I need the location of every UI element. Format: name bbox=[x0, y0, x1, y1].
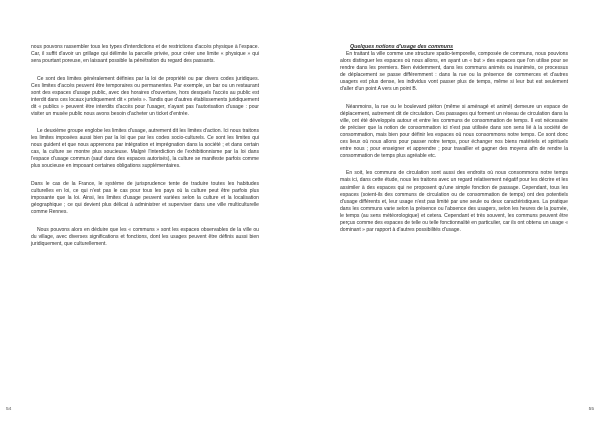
right-paragraph-1: En traitant la ville comme une structure spatio-temporelle, composée de communs, nous pouvions alors distinguer les espaces où nous allons, en ayant un « but » des espaces que l'on utilise pour se rendre dans les premiers. Bien évidemment, dans les communs animés ou inanimés, ce processus de déplacement se passe différemment : dans la rue ou la présence de commerces et d'autres usagers est plus dense, les individus vont passer plus de temps, même si leur but est seulement d'aller d'un point A vers un point B. bbox=[340, 51, 568, 93]
page-number-left: 54 bbox=[6, 407, 12, 412]
right-paragraph-2: Néanmoins, la rue ou le boulevard piéton (même si aménagé et animé) demeure un espace de déplacement, autrement dit de circulation. Ces passages qui forment un réseau de circulation dans la ville, ont été développés autour et entre les communs de consommation de temps. Il est nécessaire de préciser que la notion de consommation ici n'est pas utilisée dans son sens lié à la société de consommation, mais bien pour définir les espaces où nous consommons notre temps. Ce sont donc ces lieux où nous allons pour passer notre temps, pour échanger nos biens matériels et spirituels entre nous ; pour enseigner et apprendre ; pour travailler et gagner des moyens afin de rendre la consommation de temps plus agréable etc. bbox=[340, 103, 568, 159]
left-paragraph-4: Dans le cas de la France, le système de jurisprudence tente de traduire toutes les habitudes culturelles en loi, ce qui n'est pas le cas pour tous les pays où la culture peut être parfois plus imposante que la loi. Ainsi, les limites d'usage peuvent variées selon la culture et la localisation géographique ; ce qui devient plus délicat à administrer et superviser dans une ville multiculturelle comme Rennes. bbox=[31, 180, 259, 216]
page-number-right: 55 bbox=[588, 407, 594, 412]
left-text-column bbox=[31, 44, 259, 258]
left-paragraph-2: Ce sont des limites généralement définies par la loi de propriété ou par divers codes juridiques. Ces limites d'accès peuvent être temporaires ou permanentes. Par exemple, un bar ou un restaurant sont des espaces d'usage public, avec des horaires d'ouverture, hors desquels l'accès au public est interdit dans ces locaux juridiquement dit « privés ». Tandis que d'autres établissements juridiquement dit « publics » peuvent être interdits d'accès pour l'usager, n'ayant pas l'autorisation d'usage : pour visiter un musée public nous avons besoin d'acheter un ticket d'entrée. bbox=[31, 75, 259, 117]
left-paragraph-3: Le deuxième groupe englobe les limites d'usage, autrement dit les limites d'action. Ici nous traitons les limites imposées aussi bien par la loi que par les codes socio-culturels. Ce sont les limites qui nous guident et que nous apprenons par intégration et imprégnation dans la société ; et dans certain cas, la culture se montre plus soucieuse. Malgré l'interdiction de l'exhibitionnisme par la loi dans l'espace d'usage commun (sauf dans des espaces autorisés), la culture se manifeste parfois comme plus soucieuse en imposant certaines obligations supplémentaires. bbox=[31, 128, 259, 170]
right-paragraph-3: En soit, les communs de circulation sont aussi des endroits où nous consommons notre temps mais ici, dans cette étude, nous les traitons avec un regard relativement négatif pour les décrire et les assimiler à des espaces qui ne proposent qu'une simple fonction de passage. Cependant, tous les espaces (soient-ils des communs de circulation ou de consommation de temps) ont des potentiels d'usage différents et, leur usage n'est pas limité par une seule ou deux caractéristiques. La pratique dans les communs varie selon la présence ou l'absence des usagers, selon les heures de la journée, le temps (au sens météorologique) et cetera. Cependant et très souvent, les communs peuvent être perçus comme des espaces de telle ou telle fonctionnalité en particulier, car ils ont obtenu un usage « dominant » par rapport à d'autres possibilités d'usage. bbox=[340, 170, 568, 233]
section-title: Quelques notions d'usage des communs bbox=[350, 44, 454, 50]
right-text-column bbox=[340, 44, 568, 244]
right-page bbox=[300, 0, 600, 425]
left-paragraph-1: nous pouvons rassembler tous les types d'interdictions et de restrictions d'accès physique à l'espace. Car, il suffit d'avoir un grillage qui délimite la parcelle privée, pour créer une limite « physique » qui sera pourtant poreuse, en laissant possible la pénétration du regard des passants. bbox=[31, 44, 259, 65]
left-paragraph-5: Nous pouvons alors en déduire que les « communs » sont les espaces observables de la ville ou du village, avec diverses significations et fonctions, dont les usages peuvent être définis aussi bien juridiquement, que culturellement. bbox=[31, 226, 259, 247]
